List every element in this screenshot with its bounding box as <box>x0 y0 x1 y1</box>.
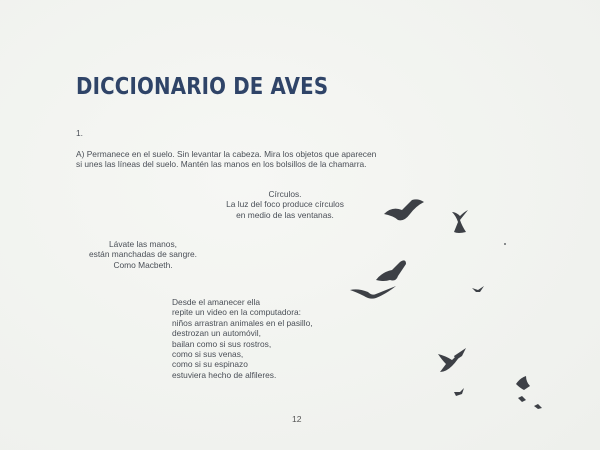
stanza-line: en medio de las ventanas. <box>236 209 334 220</box>
bird-icon <box>518 396 526 402</box>
bird-icon <box>504 243 506 245</box>
bird-icon <box>376 260 406 281</box>
stanza-line: bailan como si sus rostros, <box>172 338 272 349</box>
bird-icon <box>384 199 424 220</box>
stanza-line: Lávate las manos, <box>109 239 177 249</box>
stanza-line: Desde el amanecer ella <box>172 297 260 307</box>
stanza-line: están manchadas de sangre. <box>88 249 198 260</box>
bird-icon <box>516 376 530 390</box>
stanza-line: como si su espinazo <box>172 359 248 370</box>
intro-line: si unes las líneas del suelo. Mantén las manos en los bolsillos de la chamarra. <box>76 159 367 170</box>
intro-line: A) Permanece en el suelo. Sin levantar la cabeza. Mira los objetos que aparecen <box>76 149 377 159</box>
bird-icon <box>472 286 484 292</box>
bird-icon <box>452 210 468 233</box>
stanza-line: Círculos. <box>268 189 302 199</box>
stanza-line: estuviera hecho de alfileres. <box>172 369 277 380</box>
stanza-line: como si sus venas, <box>172 349 244 360</box>
stanza-line: destrozan un automóvil, <box>172 328 261 339</box>
bird-icon <box>454 388 464 396</box>
section-number: 1. <box>76 128 83 138</box>
page-title: DICCIONARIO DE AVES <box>76 74 329 100</box>
bird-icon <box>534 404 542 409</box>
bird-icon <box>350 286 396 299</box>
page-number: 12 <box>292 414 302 424</box>
stanza-line: La luz del foco produce círculos <box>226 199 344 210</box>
stanza-line: niños arrastran animales en el pasillo, <box>172 317 313 328</box>
stanza-line: Como Macbeth. <box>113 259 173 270</box>
bird-icon <box>454 348 466 360</box>
stanza-line: repite un video en la computadora: <box>172 307 301 318</box>
